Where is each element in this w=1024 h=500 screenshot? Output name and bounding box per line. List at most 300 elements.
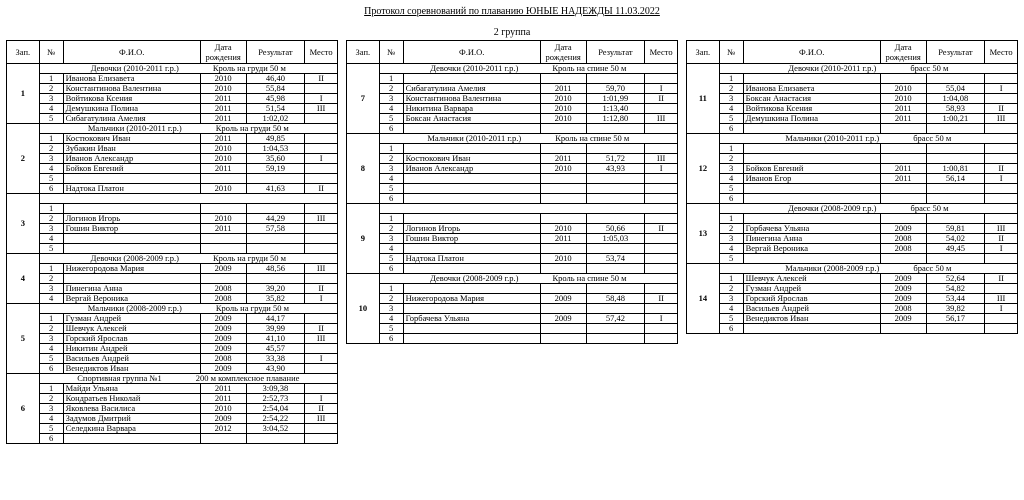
result-time [926, 144, 985, 154]
swimmer-row [687, 254, 1018, 264]
swimmer-row [347, 94, 678, 104]
lane-number: 3 [39, 404, 63, 414]
birth-year: 2011 [880, 104, 926, 114]
lane-number: 4 [719, 244, 743, 254]
swimmer-row [687, 84, 1018, 94]
lane-number: 1 [39, 134, 63, 144]
page-title: Протокол соревнований по плаванию ЮНЫЕ НАДЕЖДЫ 11.03.2022 [364, 6, 660, 17]
event-name: Кроль на груди 50 м [212, 63, 286, 73]
lane-number: 3 [39, 224, 63, 234]
lane-number: 4 [39, 164, 63, 174]
swimmer-row [687, 304, 1018, 314]
birth-year: 2009 [880, 294, 926, 304]
lane-number: 4 [719, 174, 743, 184]
birth-year: 2009 [880, 314, 926, 324]
result-time: 1:01,99 [586, 94, 645, 104]
swimmer-row [687, 124, 1018, 134]
swimmer-name: Майди Ульяна [63, 384, 200, 394]
birth-year: 2011 [880, 114, 926, 124]
swimmer-name: Боксан Анастасия [403, 114, 540, 124]
place [985, 284, 1018, 294]
group-cell [39, 124, 337, 134]
lane-header: № [39, 41, 63, 64]
swimmer-row [7, 334, 338, 344]
swimmer-name [403, 74, 540, 84]
lane-number: 2 [379, 84, 403, 94]
birth-year [540, 214, 586, 224]
birth-year: 2008 [880, 234, 926, 244]
heat-number: 6 [7, 374, 40, 444]
group-cell [39, 64, 337, 74]
swimmer-name: Нижегородова Мария [63, 264, 200, 274]
swimmer-name: Гузман Андрей [743, 284, 880, 294]
swimmer-name: Демушкина Полина [743, 114, 880, 124]
birth-year [540, 324, 586, 334]
event-name: Кроль на груди 50 м [212, 253, 287, 263]
place [305, 134, 338, 144]
group-row [7, 304, 338, 314]
swimmer-name: Задумов Дмитрий [63, 414, 200, 424]
place [985, 214, 1018, 224]
lane-number: 1 [39, 264, 63, 274]
result-time: 39,82 [926, 304, 985, 314]
result-time: 1:05,03 [586, 234, 645, 244]
swimmer-name: Горский Ярослав [63, 334, 200, 344]
swimmer-row [687, 104, 1018, 114]
birth-year: 2008 [200, 294, 246, 304]
swimmer-name: Костюкович Иван [403, 154, 540, 164]
lane-number: 3 [719, 164, 743, 174]
swimmer-name: Кондратьев Николай [63, 394, 200, 404]
swimmer-row [347, 264, 678, 274]
lane-number: 1 [719, 274, 743, 284]
place: III [305, 414, 338, 424]
place [985, 124, 1018, 134]
place [645, 184, 678, 194]
result-time: 49,45 [926, 244, 985, 254]
swimmer-row [687, 74, 1018, 84]
place: III [985, 224, 1018, 234]
birth-year: 2008 [200, 284, 246, 294]
swimmer-name: Сибагатулина Амелия [63, 114, 200, 124]
birth-year: 2011 [540, 154, 586, 164]
result-time: 56,17 [926, 314, 985, 324]
lane-number: 4 [39, 414, 63, 424]
result-time: 51,54 [246, 104, 305, 114]
group-row [687, 64, 1018, 74]
birth-year: 2010 [540, 114, 586, 124]
header-row [7, 41, 338, 64]
swimmer-row [687, 184, 1018, 194]
group-row [347, 64, 678, 74]
birth-year [880, 214, 926, 224]
birth-year: 2009 [200, 334, 246, 344]
lane-number: 5 [39, 114, 63, 124]
swimmer-name [403, 144, 540, 154]
place [645, 194, 678, 204]
birth-year: 2010 [540, 254, 586, 264]
result-time: 44,29 [246, 214, 305, 224]
result-time: 55,04 [926, 84, 985, 94]
swimmer-name [403, 244, 540, 254]
age-group: Мальчики (2010-2011 г.р.) [785, 133, 880, 143]
event-name: брасс 50 м [913, 133, 952, 143]
result-header: Результат [586, 41, 645, 64]
lane-number: 1 [39, 74, 63, 84]
birth-year [880, 324, 926, 334]
swimmer-name: Гузман Андрей [63, 314, 200, 324]
birth-year: 2009 [200, 414, 246, 424]
lane-number: 4 [379, 244, 403, 254]
result-time: 58,48 [586, 294, 645, 304]
heat-number: 14 [687, 264, 720, 334]
lane-number: 6 [719, 124, 743, 134]
result-time [246, 274, 305, 284]
group-cell [379, 64, 677, 74]
place: II [645, 294, 678, 304]
swimmer-name: Вергай Вероника [63, 294, 200, 304]
swimmer-row [687, 284, 1018, 294]
swimmer-name [63, 234, 200, 244]
result-time: 39,20 [246, 284, 305, 294]
swimmer-row [687, 154, 1018, 164]
swimmer-name: Иванова Елизавета [63, 74, 200, 84]
place: II [985, 164, 1018, 174]
age-group: Девочки (2008-2009 г.р.) [788, 203, 877, 213]
result-time: 54,82 [926, 284, 985, 294]
swimmer-name [403, 284, 540, 294]
result-time: 41,10 [246, 334, 305, 344]
lane-number: 1 [719, 214, 743, 224]
swimmer-row [7, 264, 338, 274]
swimmer-name: Васильев Андрей [63, 354, 200, 364]
place [305, 424, 338, 434]
result-time: 1:02,02 [246, 114, 305, 124]
heat-number: 13 [687, 204, 720, 264]
result-time: 43,93 [586, 164, 645, 174]
lane-number: 4 [719, 104, 743, 114]
birth-year: 2010 [540, 94, 586, 104]
birth-year [880, 124, 926, 134]
lane-number: 5 [39, 244, 63, 254]
lane-number: 3 [719, 294, 743, 304]
birth-year [540, 124, 586, 134]
swimmer-row [7, 364, 338, 374]
result-time: 53,44 [926, 294, 985, 304]
place: I [305, 154, 338, 164]
place-header: Место [645, 41, 678, 64]
group-cell [379, 204, 677, 214]
place: II [645, 94, 678, 104]
swimmer-row [7, 384, 338, 394]
group-cell [379, 274, 677, 284]
place: I [305, 394, 338, 404]
result-time [586, 264, 645, 274]
birth-year: 2012 [200, 424, 246, 434]
lane-number: 2 [719, 84, 743, 94]
heat-number: 2 [7, 124, 40, 194]
result-time: 46,40 [246, 74, 305, 84]
lane-number: 6 [39, 364, 63, 374]
place [985, 184, 1018, 194]
lane-number: 2 [379, 154, 403, 164]
lane-number: 4 [379, 104, 403, 114]
swimmer-name [403, 174, 540, 184]
swimmer-name: Васильев Андрей [743, 304, 880, 314]
result-time: 57,58 [246, 224, 305, 234]
result-time: 44,17 [246, 314, 305, 324]
swimmer-row [7, 204, 338, 214]
swimmer-row [347, 74, 678, 84]
birth-year: 2009 [200, 314, 246, 324]
place: III [985, 114, 1018, 124]
place: II [305, 324, 338, 334]
lane-number: 6 [379, 124, 403, 134]
birth-year: 2010 [200, 214, 246, 224]
place [645, 254, 678, 264]
swimmer-row [7, 394, 338, 404]
swimmer-name: Константинова Валентина [63, 84, 200, 94]
birth-year: 2011 [200, 114, 246, 124]
swimmer-name: Иванов Егор [743, 174, 880, 184]
birth-year [880, 184, 926, 194]
age-group: Девочки (2010-2011 г.р.) [788, 63, 877, 73]
lane-number: 2 [379, 224, 403, 234]
name-header: Ф.И.О. [743, 41, 880, 64]
birth-year: 2010 [540, 104, 586, 114]
result-time [586, 194, 645, 204]
age-group: Девочки (2008-2009 г.р.) [90, 253, 179, 263]
swimmer-name: Войтикова Ксения [743, 104, 880, 114]
birth-year: 2010 [200, 404, 246, 414]
swimmer-row [347, 104, 678, 114]
result-time: 3:09,38 [246, 384, 305, 394]
swimmer-row [7, 284, 338, 294]
birth-year [540, 144, 586, 154]
lane-number: 2 [39, 214, 63, 224]
lane-number: 6 [39, 434, 63, 444]
birth-year [540, 284, 586, 294]
swimmer-name: Зубакин Иван [63, 144, 200, 154]
lane-number: 1 [39, 384, 63, 394]
lane-number: 3 [39, 154, 63, 164]
result-time: 53,74 [586, 254, 645, 264]
place: III [645, 114, 678, 124]
birth-year [880, 74, 926, 84]
result-time [926, 254, 985, 264]
swimmer-row [7, 184, 338, 194]
result-header: Результат [926, 41, 985, 64]
birth-year: 2011 [200, 224, 246, 234]
place: II [305, 184, 338, 194]
group-row [7, 374, 338, 384]
birth-year [880, 144, 926, 154]
lane-number: 1 [379, 284, 403, 294]
age-group: Спортивная группа №1 [77, 373, 162, 383]
place [305, 224, 338, 234]
birth-year: 2010 [200, 154, 246, 164]
result-time: 1:04,53 [246, 144, 305, 154]
swimmer-row [347, 224, 678, 234]
result-time: 59,19 [246, 164, 305, 174]
place: III [305, 214, 338, 224]
result-time: 2:52,73 [246, 394, 305, 404]
place [985, 144, 1018, 154]
swimmer-name: Шевчук Алексей [63, 324, 200, 334]
swimmer-row [347, 174, 678, 184]
place [985, 254, 1018, 264]
result-time: 54,02 [926, 234, 985, 244]
swimmer-row [687, 324, 1018, 334]
swimmer-name [743, 154, 880, 164]
event-name: Кроль на спине 50 м [555, 133, 630, 143]
age-group: Девочки (2010-2011 г.р.) [430, 63, 519, 73]
lane-number: 2 [39, 394, 63, 404]
age-group: Девочки (2010-2011 г.р.) [90, 63, 179, 73]
place: II [645, 224, 678, 234]
birth-year [200, 174, 246, 184]
swimmer-name [403, 184, 540, 194]
place [645, 214, 678, 224]
lane-number: 3 [719, 234, 743, 244]
swimmer-row [347, 114, 678, 124]
age-group: Мальчики (2010-2011 г.р.) [427, 133, 522, 143]
birth-year: 2011 [880, 174, 926, 184]
swimmer-row [7, 344, 338, 354]
place: I [305, 294, 338, 304]
place: I [645, 314, 678, 324]
birth-year: 2009 [200, 324, 246, 334]
result-time: 33,38 [246, 354, 305, 364]
place [305, 434, 338, 444]
lane-number: 5 [379, 114, 403, 124]
event-name: Кроль на спине 50 м [552, 273, 627, 283]
swimmer-name: Никитина Варвара [403, 104, 540, 114]
lane-number: 1 [719, 144, 743, 154]
place: I [305, 94, 338, 104]
lane-number: 1 [39, 204, 63, 214]
lane-number: 5 [379, 324, 403, 334]
place [305, 204, 338, 214]
swimmer-name [403, 194, 540, 204]
place: III [645, 154, 678, 164]
event-name: брасс 50 м [910, 203, 949, 213]
swimmer-row [347, 314, 678, 324]
lane-number: 6 [379, 264, 403, 274]
swimmer-row [347, 334, 678, 344]
place: I [985, 84, 1018, 94]
lane-number: 4 [39, 104, 63, 114]
swimmer-row [7, 404, 338, 414]
swimmer-row [7, 134, 338, 144]
swimmer-name [63, 204, 200, 214]
place [645, 74, 678, 84]
swimmer-row [687, 244, 1018, 254]
swimmer-name [403, 124, 540, 134]
place [645, 124, 678, 134]
swimmer-row [347, 124, 678, 134]
swimmer-row [7, 414, 338, 424]
lane-number: 5 [39, 174, 63, 184]
lane-number: 3 [379, 304, 403, 314]
swimmer-row [687, 234, 1018, 244]
heat-header: Зап. [687, 41, 720, 64]
heat-number: 11 [687, 64, 720, 134]
group-cell [39, 374, 337, 384]
birth-year: 2008 [200, 354, 246, 364]
birth-year: 2011 [540, 84, 586, 94]
lane-number: 1 [39, 314, 63, 324]
swimmer-name: Нижегородова Мария [403, 294, 540, 304]
group-cell [39, 254, 337, 264]
swimmer-row [687, 294, 1018, 304]
lane-number: 3 [379, 164, 403, 174]
lane-number: 1 [379, 214, 403, 224]
swimmer-row [347, 244, 678, 254]
swimmer-row [7, 424, 338, 434]
heat-number: 10 [347, 274, 380, 344]
swimmer-row [7, 164, 338, 174]
result-time [586, 124, 645, 134]
group-row [7, 124, 338, 134]
group-cell [719, 64, 1017, 74]
swimmer-name: Гошин Виктор [63, 224, 200, 234]
swimmer-name [403, 304, 540, 314]
lane-number: 6 [379, 334, 403, 344]
place [305, 234, 338, 244]
swimmer-row [347, 324, 678, 334]
birth-year: 2009 [200, 344, 246, 354]
birth-year-header: Дата рождения [880, 41, 926, 64]
place: I [985, 174, 1018, 184]
swimmer-name: Венедиктов Иван [743, 314, 880, 324]
result-time: 39,99 [246, 324, 305, 334]
place [305, 144, 338, 154]
swimmer-name: Горский Ярослав [743, 294, 880, 304]
swimmer-name [63, 274, 200, 284]
place [305, 274, 338, 284]
birth-year: 2009 [200, 264, 246, 274]
result-time: 1:00,81 [926, 164, 985, 174]
result-time [246, 204, 305, 214]
birth-year [540, 74, 586, 84]
lane-number: 4 [719, 304, 743, 314]
lane-number: 3 [39, 94, 63, 104]
lane-number: 3 [719, 94, 743, 104]
birth-year: 2011 [200, 94, 246, 104]
lane-number: 2 [39, 324, 63, 334]
place [985, 154, 1018, 164]
swimmer-name: Шевчук Алексей [743, 274, 880, 284]
result-time: 1:13,40 [586, 104, 645, 114]
swimmer-name [743, 254, 880, 264]
swimmer-row [347, 154, 678, 164]
birth-year: 2010 [200, 144, 246, 154]
birth-year [540, 244, 586, 254]
place [985, 314, 1018, 324]
swimmer-row [347, 284, 678, 294]
event-name: Кроль на спине 50 м [552, 63, 627, 73]
swimmer-name: Надтока Платон [63, 184, 200, 194]
swimmer-name: Надтока Платон [403, 254, 540, 264]
birth-year [880, 194, 926, 204]
header-row [687, 41, 1018, 64]
swimmer-row [687, 114, 1018, 124]
result-time [586, 334, 645, 344]
group-row [687, 204, 1018, 214]
birth-year: 2010 [540, 164, 586, 174]
lane-number: 2 [719, 154, 743, 164]
